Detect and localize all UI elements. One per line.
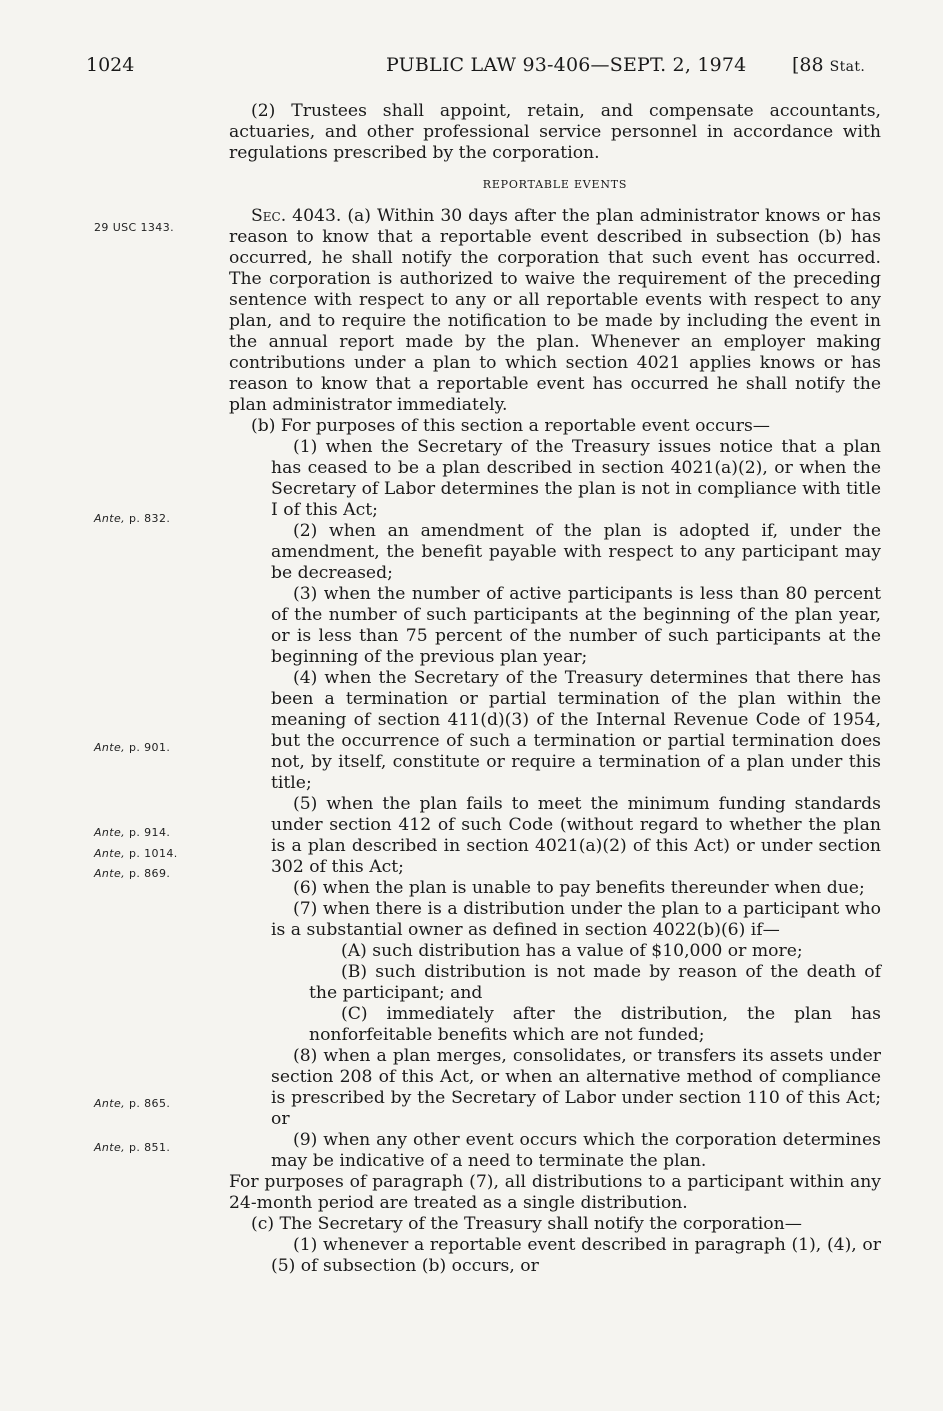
subparagraph-b7a: (A) such distribution has a value of $10,000 or more; xyxy=(341,941,803,961)
ante-word: Ante, xyxy=(94,867,126,880)
subsection-c: (c) The Secretary of the Treasury shall notify the corporation— xyxy=(251,1214,802,1234)
paragraph-c1: (1) whenever a reportable event described in paragraph (1), (4), or (5) of subsection (b) occurs, or xyxy=(271,1235,881,1276)
paragraph-b5: (5) when the plan fails to meet the minimum funding standards under section 412 of such Code (without regard to whether the plan is a plan described in section 4021(a)(2) of this Act) or under section 302 of this Act; xyxy=(271,794,881,877)
margin-note-ante-914 xyxy=(94,826,170,839)
statute-citation xyxy=(792,54,865,78)
margin-note-usc: 29 USC 1343. xyxy=(94,221,174,234)
paragraph-b9: (9) when any other event occurs which the corporation determines may be indicative of a need to terminate the plan. xyxy=(271,1130,881,1171)
margin-note-ante-901 xyxy=(94,741,170,754)
ante-word: Ante, xyxy=(94,741,126,754)
paragraph-b7: (7) when there is a distribution under the plan to a participant who is a substantial owner as defined in section 4022(b)(6) if— xyxy=(271,899,881,940)
ante-word: Ante, xyxy=(94,1141,126,1154)
section-label: Sec. 4043. xyxy=(251,206,342,226)
ante-ref: p. 901. xyxy=(128,741,171,754)
stat-prefix: [88 xyxy=(792,54,830,76)
margin-note-ante-851 xyxy=(94,1141,170,1154)
paragraph-2-trustees: (2) Trustees shall appoint, retain, and compensate accountants, actuaries, and other professional service personnel in accordance with regulations prescribed by the corporation. xyxy=(229,101,881,163)
subparagraph-b7c: (C) immediately after the distribution, the plan has nonforfeitable benefits which are not funded; xyxy=(309,1004,881,1045)
paragraph-b3: (3) when the number of active participants is less than 80 percent of the number of such participants at the beginning of the plan year, or is less than 75 percent of the number of such participants at the beginning of the previous plan year; xyxy=(271,584,881,667)
margin-note-ante-832 xyxy=(94,512,170,525)
margin-note-ante-1014 xyxy=(94,847,178,860)
ante-ref: p. 1014. xyxy=(128,847,178,860)
closing-sentence: For purposes of paragraph (7), all distributions to a participant within any 24-month period are treated as a single distribution. xyxy=(229,1172,881,1213)
ante-ref: p. 914. xyxy=(128,826,171,839)
ante-ref: p. 869. xyxy=(128,867,171,880)
ante-word: Ante, xyxy=(94,1097,126,1110)
ante-word: Ante, xyxy=(94,847,126,860)
paragraph-b2: (2) when an amendment of the plan is adopted if, under the amendment, the benefit payable with respect to any participant may be decreased; xyxy=(271,521,881,583)
subsection-b: (b) For purposes of this section a reportable event occurs— xyxy=(251,416,770,436)
margin-note-ante-869 xyxy=(94,867,170,880)
paragraph-b6: (6) when the plan is unable to pay benefits thereunder when due; xyxy=(293,878,865,898)
ante-ref: p. 851. xyxy=(128,1141,171,1154)
stat-suffix: Stat. xyxy=(829,59,866,75)
paragraph-b4: (4) when the Secretary of the Treasury determines that there has been a termination or partial termination of the plan within the meaning of section 411(d)(3) of the Internal Revenue Code of 1954, but the occurrence of such a termination or partial termination does not, by itself, constitute or require a termination of a plan under this title; xyxy=(271,668,881,793)
paragraph-b1: (1) when the Secretary of the Treasury issues notice that a plan has ceased to be a plan described in section 4021(a)(2), or when the Secretary of Labor determines the plan is not in compliance with title I of this Act; xyxy=(271,437,881,520)
subparagraph-b7b: (B) such distribution is not made by reason of the death of the participant; and xyxy=(309,962,881,1003)
section-heading: REPORTABLE EVENTS xyxy=(482,178,628,191)
running-title: PUBLIC LAW 93-406—SEPT. 2, 1974 xyxy=(386,54,747,76)
subsection-a-text: (a) Within 30 days after the plan administrator knows or has reason to know that a reportable event described in subsection (b) has occurred, he shall notify the corporation that such event has occurred. The corporation is authorized to waive the requirement of the preceding sentence with respect to any or all reportable events with respect to any plan, and to require the notification to be made by including the event in the annual report made by the plan. Whenever an employer making contributions under a plan to which section 4021 applies knows or has reason to know that a reportable event has occurred he shall notify the plan administrator immediately. xyxy=(229,206,881,415)
ante-ref: p. 865. xyxy=(128,1097,171,1110)
page-number: 1024 xyxy=(86,54,135,76)
ante-ref: p. 832. xyxy=(128,512,171,525)
section-4043-a xyxy=(229,206,881,416)
ante-word: Ante, xyxy=(94,826,126,839)
paragraph-b8: (8) when a plan merges, consolidates, or transfers its assets under section 208 of this Act, or when an alternative method of compliance is prescribed by the Secretary of Labor under section 110 of this Act; or xyxy=(271,1046,881,1129)
margin-note-ante-865 xyxy=(94,1097,170,1110)
body-text xyxy=(229,101,881,1277)
ante-word: Ante, xyxy=(94,512,126,525)
